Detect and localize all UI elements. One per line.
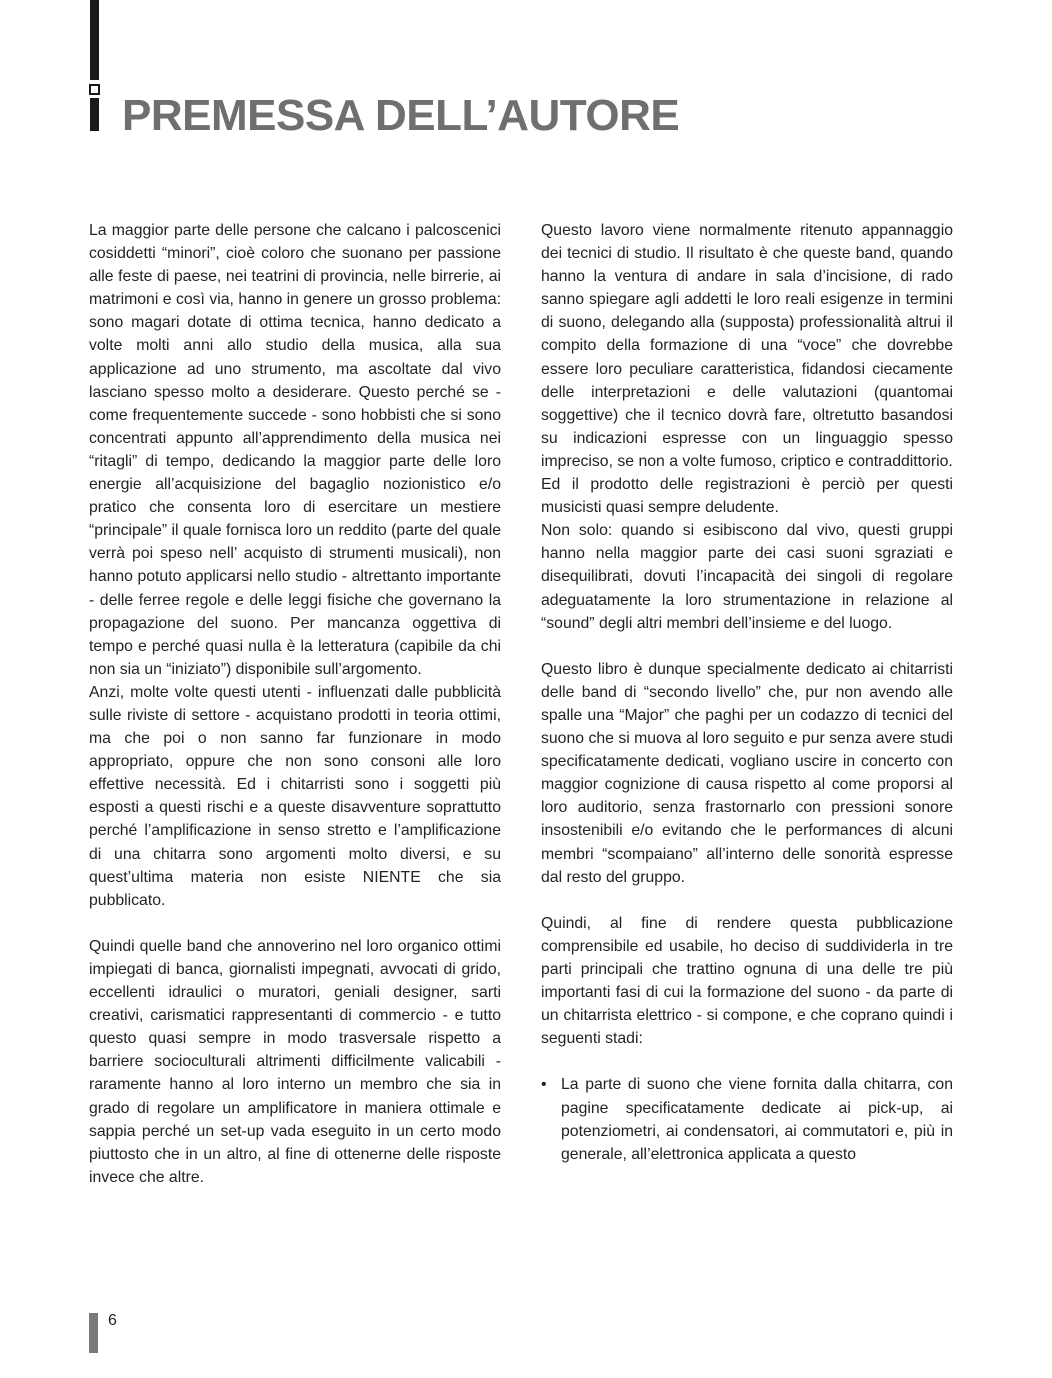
paragraph: La maggior parte delle persone che calcano i palcoscenici cosiddetti “minori”, cioè coloro che suonano per passione alle feste di paese, nei teatrini di provincia, nelle birrerie, ai matrimoni e così via, hanno in genere un grosso problema: sono magari dotate di ottima tecnica, hanno dedicato a volte molti anni allo studio della musica, alla sua applicazione ad uno strumento, ma ascoltate dal vivo lasciano spesso molto a desiderare. Questo perché se - come frequentemente succede - sono hobbisti che si sono concentrati appunto all’apprendimento della musica nei “ritagli” di tempo, dedicando la maggior parte delle loro energie all’acquisizione del bagaglio nozionistico e/o pratico che consenta loro di esercitare un mestiere “principale” il quale fornisca loro un reddito (parte del quale verrà poi speso nell’ acquisto di strumenti musicali), non hanno potuto applicarsi nello studio - altrettanto importante - delle ferree regole e delle leggi fisiche che governano la propagazione del suono. Per mancanza oggettiva di tempo e perché quasi nulla è la letteratura (capibile da chi non sia un “iniziato”) disponibile sull’argomento. (89, 222, 501, 678)
decorative-square (89, 84, 100, 95)
title-marker-bar (90, 98, 99, 131)
paragraph: Ed il prodotto delle registrazioni è perciò per questi musicisti quasi sempre deludente. (541, 476, 953, 517)
paragraph: Quindi, al fine di rendere questa pubblicazione comprensibile ed usabile, ho deciso di suddividerla in tre parti principali che trattino ognuna di una delle tre più importanti fasi di cui la formazione del suono - da parte di un chitarrista elettrico - si compone, e che coprano quindi i seguenti stadi: (541, 914, 953, 1048)
list-item-text: La parte di suono che viene fornita dalla chitarra, con pagine specificatamente dedicate ai pick-up, ai potenziometri, ai condensatori, ai commutatori e, più in generale, all’elettronica applicata a questo (561, 1076, 953, 1163)
paragraph: Questo lavoro viene normalmente ritenuto appannaggio dei tecnici di studio. Il risultato è che queste band, quando hanno la ventura di andare in sala d’incisione, di rado sanno spiegare agli addetti le loro reali esigenze in termini di suono, delegando alla (supposta) professionalità altrui il compito della formazione di una “voce” che dovrebbe essere loro peculiare caratteristica, fidandosi ciecamente delle interpretazioni e delle valutazioni (quantomai soggettive) che il tecnico dovrà fare, oltretutto basandosi su indicazioni espresse con un linguaggio spesso impreciso, se non a volte fumoso, criptico e contraddittorio. (541, 222, 953, 470)
bullet-icon: • (541, 1076, 547, 1094)
page-number: 6 (108, 1312, 117, 1329)
paragraph: Non solo: quando si esibiscono dal vivo, questi gruppi hanno nella maggior parte dei casi suoni sgraziati e disequilibrati, dovuti l’incapacità dei singoli di regolare adeguatamente la loro strumentazione in relazione al “sound” degli altri membri dell’insieme e del luogo. (541, 522, 953, 632)
page-title: PREMESSA DELL’AUTORE (122, 91, 680, 140)
footer-marker-bar (89, 1313, 98, 1353)
paragraph: Quindi quelle band che annoverino nel loro organico ottimi impiegati di banca, giornalisti impegnati, avvocati di grido, eccellenti idraulici o muratori, geniali designer, sarti creativi, carismatici rappresentanti di commercio - e tutto questo quasi sempre in modo trasversale rispetto a barriere socioculturali altrimenti difficilmente valicabili - raramente hanno al loro interno un membro che sia in grado di regolare un amplificatore in maniera ottimale e sappia perché un set-up vada eseguito in un certo modo piuttosto che in un altro, al fine di ottenerne delle risposte invece che altre. (89, 937, 501, 1186)
bullet-list (541, 1073, 953, 1165)
list-item (541, 1073, 953, 1165)
right-column (541, 219, 953, 1166)
paragraph: Questo libro è dunque specialmente dedicato ai chitarristi delle band di “secondo livello” che, pur non avendo alle spalle una “Major” che paghi per un codazzo di tecnici del suono che si muova al loro seguito e pur senza avere studi specificatamente dedicati, vogliano uscire in concerto con maggior cognizione di causa rispetto al come proporsi al loro auditorio, senza frastornarlo con pressioni sonore insostenibili e/o evitando che le performances di alcuni membri “scompaiano” all’interno delle sonorità espresse dal resto del gruppo. (541, 660, 953, 886)
decorative-bar-top (90, 0, 99, 80)
left-column (89, 219, 501, 1189)
paragraph: Anzi, molte volte questi utenti - influenzati dalle pubblicità sulle riviste di settore - acquistano prodotti in teoria ottimi, ma che poi o non sanno far funzionare in modo appropriato, oppure che non sono consoni alle loro effettive necessità. Ed i chitarristi sono i soggetti più esposti a questi rischi e a queste disavventure soprattutto perché l’amplificazione in senso stretto e l’amplificazione di una chitarra sono argomenti molto diversi, e su quest’ultima materia non esiste NIENTE che sia pubblicato. (89, 683, 501, 909)
